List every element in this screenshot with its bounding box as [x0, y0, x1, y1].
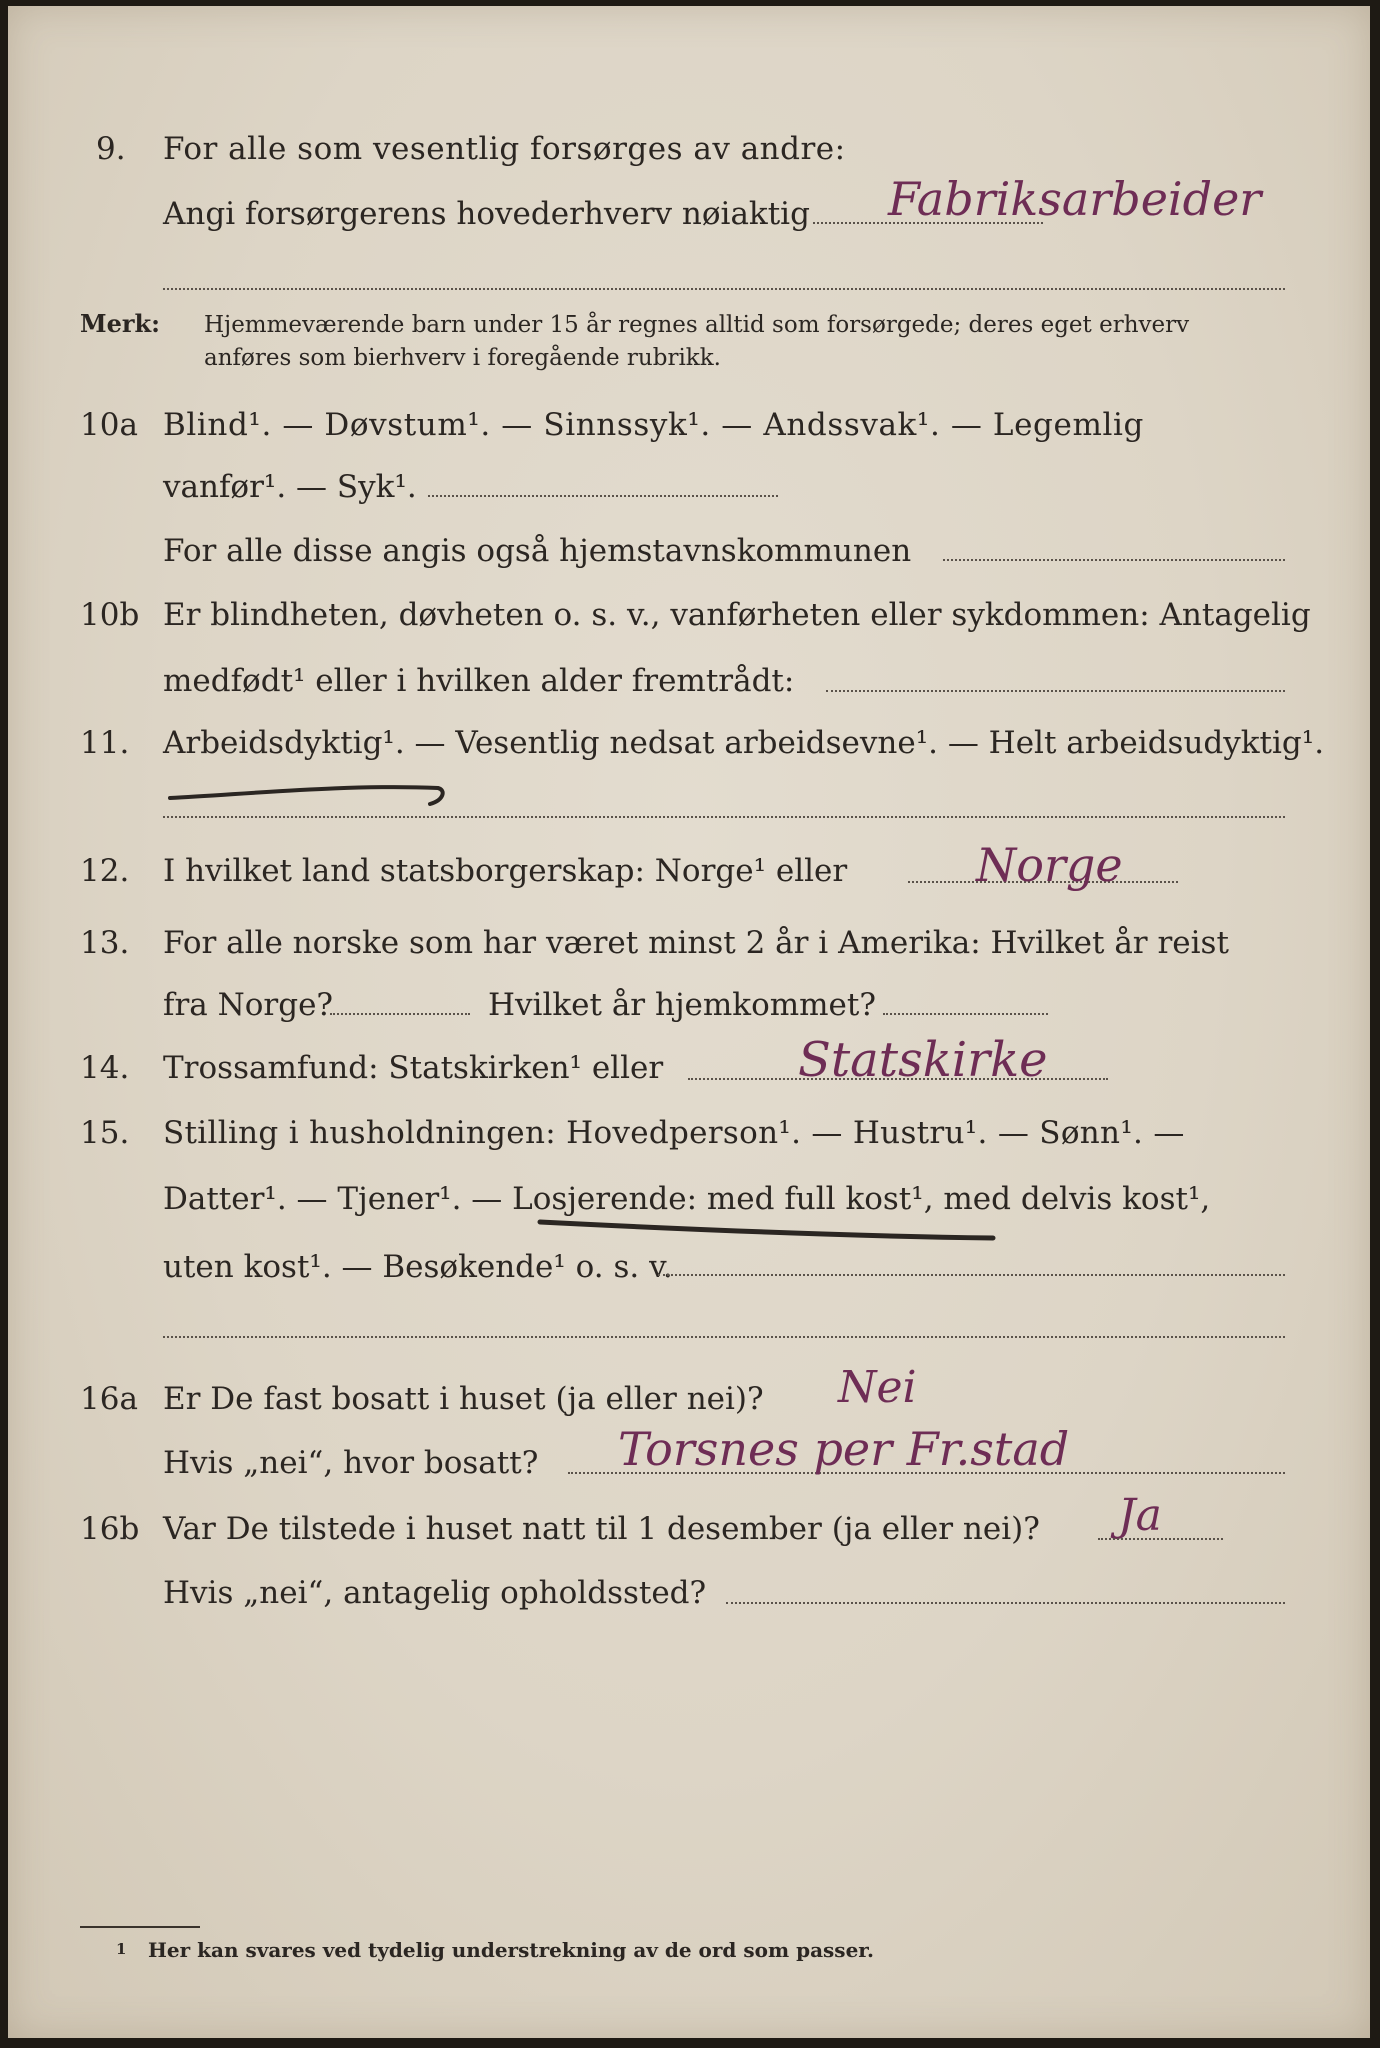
q16a-line1: Er De fast bosatt i huset (ja eller nei)?: [163, 1381, 764, 1417]
q12-answer-handwriting: Norge: [976, 838, 1123, 892]
q11-number: 11.: [80, 725, 130, 761]
q15-line3: uten kost¹. — Besøkende¹ o. s. v.: [163, 1249, 673, 1285]
q11-extra-line: [163, 816, 1285, 818]
q10a-line3: For alle disse angis også hjemstavnskommunen: [163, 533, 912, 569]
q11-underline-mark: [168, 774, 448, 814]
q15-underline-mark: [538, 1216, 998, 1246]
q16a-answer1-handwriting: Nei: [838, 1362, 917, 1413]
q13-number: 13.: [80, 925, 130, 961]
q15-number: 15.: [80, 1115, 130, 1151]
q10a-syk-line: [428, 495, 778, 497]
q16a-line2: Hvis „nei“, hvor bosatt?: [163, 1445, 539, 1481]
q10b-line1: Er blindheten, døvheten o. s. v., vanførheten eller sykdommen: Antagelig: [163, 597, 1311, 633]
q13-hjemkommet-line: [883, 1013, 1048, 1015]
q15-line: [658, 1274, 1285, 1276]
census-form-page: [8, 6, 1370, 2038]
q12-number: 12.: [80, 853, 130, 889]
q10a-kommune-line: [943, 559, 1285, 561]
q16b-answer-line: [1098, 1538, 1223, 1540]
q15-extra-line: [163, 1336, 1285, 1338]
q10a-number: 10a: [80, 407, 138, 443]
q15-line2: Datter¹. — Tjener¹. — Losjerende: med full kost¹, med delvis kost¹,: [163, 1181, 1211, 1217]
q15-line1: Stilling i husholdningen: Hovedperson¹. — Hustru¹. — Sønn¹. —: [163, 1115, 1185, 1151]
q9-line2: Angi forsørgerens hovederhverv nøiaktig: [163, 196, 810, 232]
q10a-line1: Blind¹. — Døvstum¹. — Sinnssyk¹. — Andssvak¹. — Legemlig: [163, 407, 1144, 443]
q10b-age-line: [826, 690, 1285, 692]
q10b-number: 10b: [80, 597, 140, 633]
q13-line2b: Hvilket år hjemkommet?: [488, 987, 876, 1023]
q13-reist-line: [330, 1013, 470, 1015]
q10a-line2: vanfør¹. — Syk¹.: [163, 469, 417, 505]
q16a-number: 16a: [80, 1381, 138, 1417]
q14-answer-handwriting: Statskirke: [798, 1032, 1048, 1088]
q13-line2a: fra Norge?: [163, 987, 334, 1023]
q9-line1: For alle som vesentlig forsørges av andre:: [163, 131, 846, 167]
footnote-mark: 1: [116, 1940, 127, 1958]
q16b-answer1-handwriting: Ja: [1118, 1490, 1162, 1541]
q16b-opholdssted-line: [726, 1602, 1285, 1604]
merk-label: Merk:: [80, 309, 160, 338]
merk-line1: Hjemmeværende barn under 15 år regnes alltid som forsørgede; deres eget erhverv: [204, 312, 1190, 338]
q9-extra-line: [163, 288, 1285, 290]
q9-number: 9.: [96, 131, 126, 167]
q16b-number: 16b: [80, 1511, 140, 1547]
q16a-answer2-handwriting: Torsnes per Fr.stad: [618, 1422, 1070, 1476]
q14-line1: Trossamfund: Statskirken¹ eller: [163, 1050, 664, 1086]
q14-number: 14.: [80, 1050, 130, 1086]
q16b-line2: Hvis „nei“, antagelig opholdssted?: [163, 1575, 707, 1611]
q12-line1: I hvilket land statsborgerskap: Norge¹ eller: [163, 853, 848, 889]
q9-answer-handwriting: Fabriksarbeider: [888, 172, 1262, 226]
q10b-line2: medfødt¹ eller i hvilken alder fremtrådt:: [163, 663, 795, 699]
q11-line1: Arbeidsdyktig¹. — Vesentlig nedsat arbeidsevne¹. — Helt arbeidsudyktig¹.: [163, 725, 1325, 761]
q13-line1: For alle norske som har været minst 2 år i Amerika: Hvilket år reist: [163, 925, 1229, 961]
merk-line2: anføres som bierhverv i foregående rubrikk.: [204, 345, 721, 371]
footnote-text: Her kan svares ved tydelig understrekning av de ord som passer.: [148, 1938, 874, 1962]
q16b-line1: Var De tilstede i huset natt til 1 desember (ja eller nei)?: [163, 1511, 1040, 1547]
footnote-rule: [80, 1926, 200, 1928]
